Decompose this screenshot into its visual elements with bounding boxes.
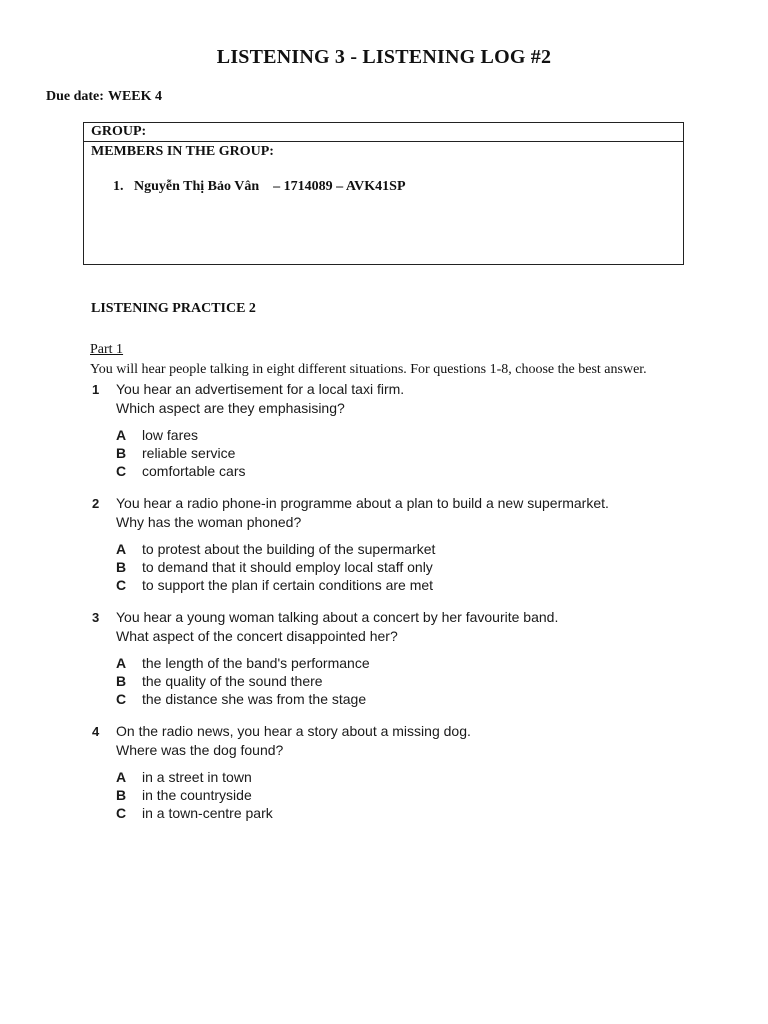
question-prompt: Where was the dog found?: [116, 742, 284, 758]
question-prompt: Which aspect are they emphasising?: [116, 400, 345, 416]
option-letter: B: [116, 559, 127, 575]
option-letter: B: [116, 673, 127, 689]
option-text: in the countryside: [142, 787, 252, 803]
option-letter: A: [116, 541, 127, 557]
option-letter: B: [116, 445, 127, 461]
option-letter: C: [116, 691, 127, 707]
due-date: [46, 89, 162, 105]
question-3: [92, 608, 558, 708]
question-text: On the radio news, you hear a story about a missing dog.: [116, 723, 471, 739]
option-a[interactable]: [92, 426, 404, 444]
option-b[interactable]: [92, 444, 404, 462]
question-1: [92, 380, 404, 480]
option-text: reliable service: [142, 445, 236, 461]
members-label: MEMBERS IN THE GROUP:: [91, 144, 274, 159]
option-letter: A: [116, 655, 127, 671]
question-number: 2: [92, 496, 100, 511]
option-text: the length of the band's performance: [142, 655, 370, 671]
due-date-value: WEEK 4: [107, 89, 163, 104]
due-date-label: Due date:: [46, 89, 104, 104]
question-number: 3: [92, 610, 100, 625]
group-label: GROUP:: [84, 123, 683, 142]
option-text: to demand that it should employ local staff only: [142, 559, 433, 575]
question-prompt: What aspect of the concert disappointed her?: [116, 628, 398, 644]
option-text: the distance she was from the stage: [142, 691, 367, 707]
question-number: 4: [92, 724, 100, 739]
option-c[interactable]: [92, 576, 609, 594]
section-title: LISTENING PRACTICE 2: [91, 301, 256, 316]
option-text: low fares: [142, 427, 199, 443]
option-letter: C: [116, 577, 127, 593]
option-c[interactable]: [92, 462, 404, 480]
question-text: You hear a young woman talking about a concert by her favourite band.: [116, 609, 559, 625]
option-letter: C: [116, 463, 127, 479]
question-text: You hear an advertisement for a local taxi firm.: [116, 381, 405, 397]
option-a[interactable]: [92, 654, 558, 672]
option-letter: C: [116, 805, 127, 821]
option-b[interactable]: [92, 558, 609, 576]
option-text: to protest about the building of the supermarket: [142, 541, 436, 557]
question-number: 1: [92, 382, 100, 397]
option-letter: B: [116, 787, 127, 803]
question-text: You hear a radio phone-in programme about a plan to build a new supermarket.: [116, 495, 609, 511]
option-text: to support the plan if certain conditions are met: [142, 577, 434, 593]
option-text: in a town-centre park: [142, 805, 273, 821]
question-2: [92, 494, 609, 594]
option-a[interactable]: [92, 768, 471, 786]
part-label: Part 1: [90, 342, 124, 357]
option-c[interactable]: [92, 804, 471, 822]
group-info-box: [83, 122, 684, 265]
option-c[interactable]: [92, 690, 558, 708]
option-letter: A: [116, 769, 127, 785]
option-text: the quality of the sound there: [142, 673, 323, 689]
option-b[interactable]: [92, 672, 558, 690]
question-prompt: Why has the woman phoned?: [116, 514, 302, 530]
option-text: comfortable cars: [142, 463, 246, 479]
page-title: LISTENING 3 - LISTENING LOG #2: [216, 46, 552, 68]
option-a[interactable]: [92, 540, 609, 558]
question-4: [92, 722, 471, 822]
member-entry: 1. Nguyễn Thị Bảo Vân – 1714089 – AVK41SP: [113, 179, 406, 194]
option-b[interactable]: [92, 786, 471, 804]
part-instruction: You will hear people talking in eight different situations. For questions 1-8, choose the best answer.: [90, 362, 647, 377]
option-letter: A: [116, 427, 127, 443]
option-text: in a street in town: [142, 769, 252, 785]
